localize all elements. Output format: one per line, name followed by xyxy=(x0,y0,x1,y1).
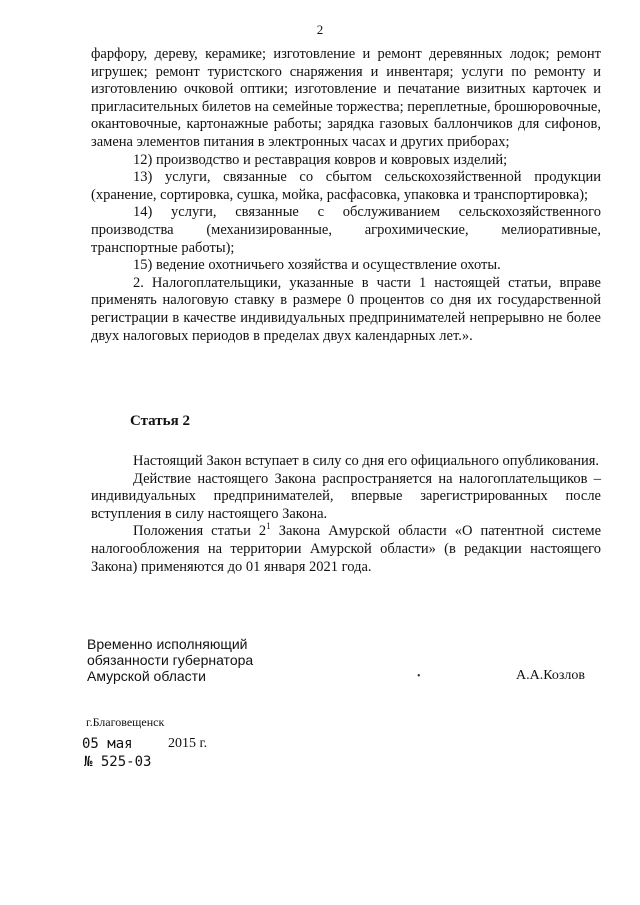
law-text-continuation xyxy=(91,46,601,345)
law-number-stamp: № 525-03 xyxy=(84,754,152,770)
paragraph-part-2: 2. Налогоплательщики, указанные в части 1 настоящей статьи, вправе применять налоговую ставку в размере 0 процентов со дня их государственной регистрации в качестве индивидуальных предпринимателей непрерывно не более двух налоговых периодов в пределах двух календарных лет.». xyxy=(91,274,601,344)
page-number: 2 xyxy=(316,22,324,37)
signatory-title xyxy=(87,636,253,684)
article-paragraph-effective: Настоящий Закон вступает в силу со дня его официального опубликования. xyxy=(133,453,600,469)
provisions-text-start: Положения статьи 2 xyxy=(133,523,267,540)
paragraph-item-13: 13) услуги, связанные со сбытом сельскохозяйственной продукции (хранение, сортировка, сушка, мойка, расфасовка, упаковка и транспортировка); xyxy=(91,169,601,203)
article-paragraph-scope: Действие настоящего Закона распространяется на налогоплательщиков – индивидуальных предпринимателей, впервые зарегистрированных после вступления в силу настоящего Закона. xyxy=(91,470,601,522)
paragraph-item-14: 14) услуги, связанные с обслуживанием сельскохозяйственного производства (механизированные, агрохимические, мелиоративные, транспортные работы); xyxy=(91,204,601,256)
paragraph-services-list: фарфору, дереву, керамике; изготовление и ремонт деревянных лодок; ремонт игрушек; ремонт туристского снаряжения и инвентаря; услуги по ремонту и изготовлению очковой оптики; изготовление и печатание визитных карточек и пригласительных билетов на семейные торжества; переплетные, брошюровочные, окантовочные, картонажные работы; зарядка газовых баллончиков для сифонов, замена элементов питания в электронных часах и других приборах; xyxy=(91,46,601,150)
article-2-heading: Статья 2 xyxy=(130,413,190,429)
signatory-name: А.А.Козлов xyxy=(516,668,585,683)
provisions-text-end: Закона Амурской области «О патентной системе налогообложения на территории Амурской области» (в редакции настоящего Закона) применяются до 01 января 2021 года. xyxy=(91,523,602,575)
provisions-superscript: 1 xyxy=(266,521,271,532)
article-2-text xyxy=(91,453,601,576)
paragraph-item-12: 12) производство и реставрация ковров и ковровых изделий; xyxy=(133,151,508,168)
signatory-line-2: обязанности губернатора xyxy=(87,652,254,668)
signatory-line-3: Амурской области xyxy=(87,668,206,684)
date-year: 2015 г. xyxy=(168,736,208,751)
signature-mark: • xyxy=(417,671,421,682)
signatory-line-1: Временно исполняющий xyxy=(87,636,248,652)
paragraph-item-15: 15) ведение охотничьего хозяйства и осуществление охоты. xyxy=(133,257,501,274)
city-stamp: г.Благовещенск xyxy=(86,715,165,729)
article-paragraph-provisions xyxy=(91,523,601,576)
date-stamp: 05 мая xyxy=(82,736,133,752)
